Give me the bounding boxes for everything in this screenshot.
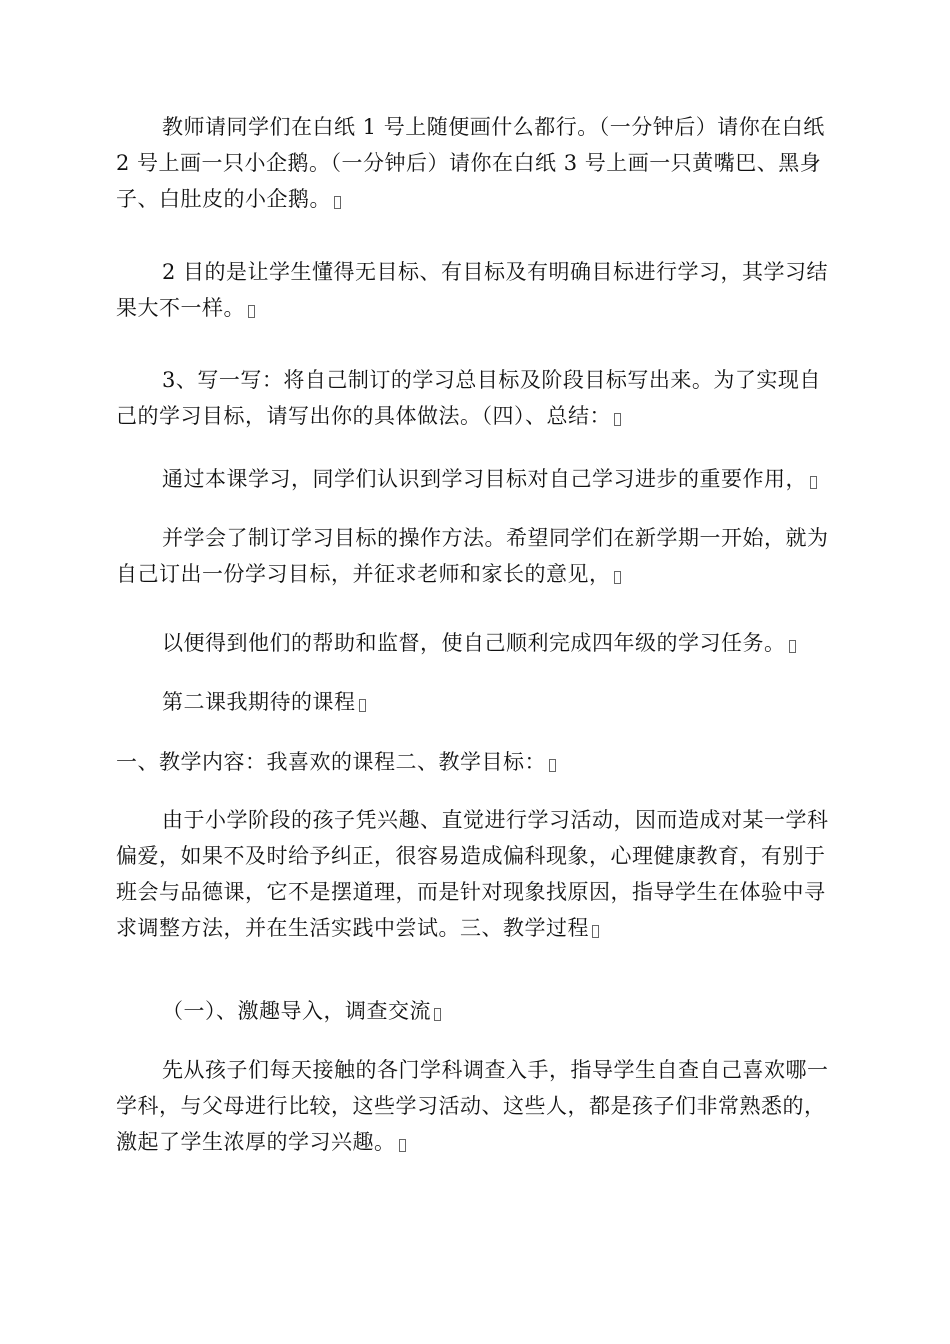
paragraph-3 xyxy=(116,362,832,434)
paragraph-3-text: 3、写一写：将自己制订的学习总目标及阶段目标写出来。为了实现自己的学习目标，请写出你的具体做法。（四）、总结： xyxy=(116,368,821,428)
paragraph-5-text: 并学会了制订学习目标的操作方法。希望同学们在新学期一开始，就为自己订出一份学习目标，并征求老师和家长的意见， xyxy=(116,526,829,586)
paragraph-2-text: 2 目的是让学生懂得无目标、有目标及有明确目标进行学习，其学习结果大不一样。 xyxy=(116,260,829,320)
paragraph-9 xyxy=(116,802,832,946)
paragraph-10-text: （一）、激趣导入，调查交流 xyxy=(162,999,431,1023)
paragraph-4-text: 通过本课学习，同学们认识到学习目标对自己学习进步的重要作用， xyxy=(162,467,807,491)
paragraph-mark-icon xyxy=(614,571,621,584)
paragraph-mark-icon xyxy=(789,640,796,653)
lesson-title xyxy=(116,684,832,720)
paragraph-4 xyxy=(116,461,832,497)
lesson-title-text: 第二课我期待的课程 xyxy=(162,690,356,714)
paragraph-mark-icon xyxy=(549,759,556,772)
paragraph-8-text: 一、教学内容：我喜欢的课程二、教学目标： xyxy=(116,750,546,774)
paragraph-mark-icon xyxy=(334,196,341,209)
paragraph-6 xyxy=(116,625,832,661)
paragraph-mark-icon xyxy=(248,305,255,318)
paragraph-2 xyxy=(116,254,832,326)
paragraph-5 xyxy=(116,520,832,592)
paragraph-11-text: 先从孩子们每天接触的各门学科调查入手，指导学生自查自己喜欢哪一学科，与父母进行比较，这些学习活动、这些人，都是孩子们非常熟悉的，激起了学生浓厚的学习兴趣。 xyxy=(116,1058,829,1154)
paragraph-mark-icon xyxy=(614,413,621,426)
paragraph-mark-icon xyxy=(592,925,599,938)
paragraph-mark-icon xyxy=(810,476,817,489)
paragraph-1 xyxy=(116,109,832,217)
paragraph-11 xyxy=(116,1052,832,1160)
paragraph-8 xyxy=(116,744,832,780)
paragraph-10 xyxy=(116,993,832,1029)
paragraph-mark-icon xyxy=(399,1139,406,1152)
paragraph-mark-icon xyxy=(434,1008,441,1021)
paragraph-1-text: 教师请同学们在白纸 1 号上随便画什么都行。（一分钟后）请你在白纸 2 号上画一只小企鹅。（一分钟后）请你在白纸 3 号上画一只黄嘴巴、黑身子、白肚皮的小企鹅。 xyxy=(116,115,825,211)
paragraph-6-text: 以便得到他们的帮助和监督，使自己顺利完成四年级的学习任务。 xyxy=(162,631,786,655)
paragraph-9-text: 由于小学阶段的孩子凭兴趣、直觉进行学习活动，因而造成对某一学科偏爱，如果不及时给予纠正，很容易造成偏科现象，心理健康教育，有别于班会与品德课，它不是摆道理，而是针对现象找原因，指导学生在体验中寻求调整方法，并在生活实践中尝试。三、教学过程 xyxy=(116,808,829,940)
paragraph-mark-icon xyxy=(359,699,366,712)
